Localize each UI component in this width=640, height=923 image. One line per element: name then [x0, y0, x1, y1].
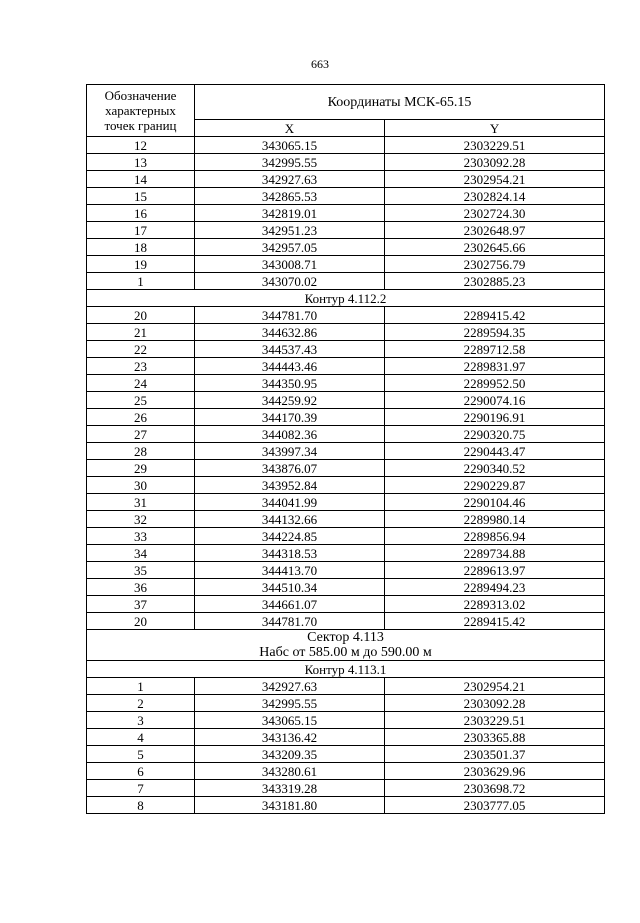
- point-number-cell: 36: [87, 579, 195, 596]
- table-row: [87, 341, 605, 358]
- x-coordinate-cell: 343997.34: [195, 443, 385, 460]
- y-coordinate-cell: 2303229.51: [385, 137, 605, 154]
- point-number-cell: 20: [87, 613, 195, 630]
- y-coordinate-cell: 2290074.16: [385, 392, 605, 409]
- table-row: [87, 596, 605, 613]
- x-coordinate-cell: 344413.70: [195, 562, 385, 579]
- y-coordinate-cell: 2303092.28: [385, 695, 605, 712]
- table-row: [87, 797, 605, 814]
- table-row: [87, 613, 605, 630]
- y-coordinate-cell: 2303229.51: [385, 712, 605, 729]
- table-row: [87, 712, 605, 729]
- x-coordinate-cell: 342927.63: [195, 171, 385, 188]
- y-coordinate-cell: 2289980.14: [385, 511, 605, 528]
- point-designation-header: [87, 85, 195, 137]
- table-row: [87, 307, 605, 324]
- y-coordinate-cell: 2290443.47: [385, 443, 605, 460]
- point-number-cell: 8: [87, 797, 195, 814]
- y-coordinate-cell: 2303629.96: [385, 763, 605, 780]
- point-number-cell: 24: [87, 375, 195, 392]
- table-row: [87, 528, 605, 545]
- x-coordinate-cell: 343008.71: [195, 256, 385, 273]
- table-row: [87, 426, 605, 443]
- table-row: [87, 273, 605, 290]
- y-coordinate-cell: 2289856.94: [385, 528, 605, 545]
- coordinates-header: Координаты МСК-65.15: [195, 85, 605, 120]
- y-coordinate-cell: 2290196.91: [385, 409, 605, 426]
- point-number-cell: 32: [87, 511, 195, 528]
- table-row: [87, 358, 605, 375]
- x-coordinate-cell: 344632.86: [195, 324, 385, 341]
- point-number-cell: 33: [87, 528, 195, 545]
- y-coordinate-cell: 2302648.97: [385, 222, 605, 239]
- x-coordinate-cell: 344350.95: [195, 375, 385, 392]
- sector-heading: [87, 630, 605, 661]
- y-coordinate-cell: 2290340.52: [385, 460, 605, 477]
- point-number-cell: 1: [87, 273, 195, 290]
- contour-heading: Контур 4.113.1: [87, 661, 605, 678]
- table-row: [87, 409, 605, 426]
- table-row: [87, 729, 605, 746]
- table-row: [87, 562, 605, 579]
- point-number-cell: 15: [87, 188, 195, 205]
- table-row: [87, 460, 605, 477]
- x-coordinate-cell: 342995.55: [195, 154, 385, 171]
- x-coordinate-cell: 342951.23: [195, 222, 385, 239]
- coordinates-table: [86, 84, 605, 814]
- table-row: [87, 256, 605, 273]
- table-row: [87, 746, 605, 763]
- x-axis-header: X: [195, 120, 385, 137]
- point-number-cell: 17: [87, 222, 195, 239]
- x-coordinate-cell: 343319.28: [195, 780, 385, 797]
- y-coordinate-cell: 2289734.88: [385, 545, 605, 562]
- point-number-cell: 5: [87, 746, 195, 763]
- y-coordinate-cell: 2289494.23: [385, 579, 605, 596]
- x-coordinate-cell: 343070.02: [195, 273, 385, 290]
- table-row: [87, 579, 605, 596]
- table-row: [87, 678, 605, 695]
- table-row: [87, 188, 605, 205]
- point-number-cell: 27: [87, 426, 195, 443]
- point-number-cell: 16: [87, 205, 195, 222]
- table-row: [87, 171, 605, 188]
- y-coordinate-cell: 2290229.87: [385, 477, 605, 494]
- x-coordinate-cell: 344510.34: [195, 579, 385, 596]
- point-number-cell: 7: [87, 780, 195, 797]
- point-number-cell: 22: [87, 341, 195, 358]
- y-coordinate-cell: 2302645.66: [385, 239, 605, 256]
- point-number-cell: 13: [87, 154, 195, 171]
- x-coordinate-cell: 343136.42: [195, 729, 385, 746]
- x-coordinate-cell: 343065.15: [195, 137, 385, 154]
- x-coordinate-cell: 344537.43: [195, 341, 385, 358]
- point-number-cell: 34: [87, 545, 195, 562]
- x-coordinate-cell: 344661.07: [195, 596, 385, 613]
- table-row: [87, 222, 605, 239]
- y-coordinate-cell: 2302724.30: [385, 205, 605, 222]
- y-coordinate-cell: 2289415.42: [385, 613, 605, 630]
- y-coordinate-cell: 2290104.46: [385, 494, 605, 511]
- table-row: [87, 511, 605, 528]
- point-number-cell: 4: [87, 729, 195, 746]
- y-axis-header: Y: [385, 120, 605, 137]
- x-coordinate-cell: 342995.55: [195, 695, 385, 712]
- y-coordinate-cell: 2303777.05: [385, 797, 605, 814]
- point-number-cell: 18: [87, 239, 195, 256]
- x-coordinate-cell: 344259.92: [195, 392, 385, 409]
- table-row: [87, 392, 605, 409]
- x-coordinate-cell: 343065.15: [195, 712, 385, 729]
- table-row: [87, 205, 605, 222]
- point-number-cell: 26: [87, 409, 195, 426]
- table-row: [87, 324, 605, 341]
- point-number-cell: 29: [87, 460, 195, 477]
- point-number-cell: 20: [87, 307, 195, 324]
- point-number-cell: 35: [87, 562, 195, 579]
- y-coordinate-cell: 2289415.42: [385, 307, 605, 324]
- table-row: [87, 239, 605, 256]
- table-row: [87, 545, 605, 562]
- x-coordinate-cell: 343952.84: [195, 477, 385, 494]
- y-coordinate-cell: 2289613.97: [385, 562, 605, 579]
- page-number: 663: [311, 57, 329, 71]
- x-coordinate-cell: 344781.70: [195, 613, 385, 630]
- x-coordinate-cell: 344781.70: [195, 307, 385, 324]
- y-coordinate-cell: 2302756.79: [385, 256, 605, 273]
- y-coordinate-cell: 2303698.72: [385, 780, 605, 797]
- x-coordinate-cell: 344132.66: [195, 511, 385, 528]
- y-coordinate-cell: 2289831.97: [385, 358, 605, 375]
- point-number-cell: 25: [87, 392, 195, 409]
- sector-heading-line: Сектор 4.113: [307, 630, 384, 645]
- table-row: [87, 477, 605, 494]
- x-coordinate-cell: 343181.80: [195, 797, 385, 814]
- table-row: [87, 494, 605, 511]
- point-number-cell: 6: [87, 763, 195, 780]
- point-number-cell: 28: [87, 443, 195, 460]
- table-row: [87, 375, 605, 392]
- table-row: [87, 443, 605, 460]
- x-coordinate-cell: 342819.01: [195, 205, 385, 222]
- header-line: Обозначение: [104, 88, 177, 103]
- header-line: характерных: [105, 103, 176, 118]
- point-number-cell: 37: [87, 596, 195, 613]
- contour-heading: Контур 4.112.2: [87, 290, 605, 307]
- point-number-cell: 23: [87, 358, 195, 375]
- y-coordinate-cell: 2303365.88: [385, 729, 605, 746]
- point-number-cell: 2: [87, 695, 195, 712]
- x-coordinate-cell: 344041.99: [195, 494, 385, 511]
- y-coordinate-cell: 2302954.21: [385, 171, 605, 188]
- point-number-cell: 19: [87, 256, 195, 273]
- x-coordinate-cell: 343209.35: [195, 746, 385, 763]
- x-coordinate-cell: 344082.36: [195, 426, 385, 443]
- header-row: [87, 85, 605, 120]
- y-coordinate-cell: 2289594.35: [385, 324, 605, 341]
- contour-heading-row: [87, 290, 605, 307]
- table-row: [87, 154, 605, 171]
- x-coordinate-cell: 344170.39: [195, 409, 385, 426]
- point-number-cell: 3: [87, 712, 195, 729]
- header-line: точек границ: [104, 118, 177, 133]
- y-coordinate-cell: 2290320.75: [385, 426, 605, 443]
- point-number-cell: 30: [87, 477, 195, 494]
- x-coordinate-cell: 342957.05: [195, 239, 385, 256]
- y-coordinate-cell: 2289313.02: [385, 596, 605, 613]
- table-row: [87, 780, 605, 797]
- y-coordinate-cell: 2289952.50: [385, 375, 605, 392]
- x-coordinate-cell: 344318.53: [195, 545, 385, 562]
- table-row: [87, 137, 605, 154]
- contour-heading-row: [87, 661, 605, 678]
- table-row: [87, 695, 605, 712]
- point-number-cell: 14: [87, 171, 195, 188]
- x-coordinate-cell: 342927.63: [195, 678, 385, 695]
- point-number-cell: 12: [87, 137, 195, 154]
- y-coordinate-cell: 2302824.14: [385, 188, 605, 205]
- y-coordinate-cell: 2302954.21: [385, 678, 605, 695]
- sector-heading-line: Набс от 585.00 м до 590.00 м: [259, 645, 432, 660]
- y-coordinate-cell: 2303092.28: [385, 154, 605, 171]
- table-row: [87, 763, 605, 780]
- sector-heading-row: [87, 630, 605, 661]
- y-coordinate-cell: 2289712.58: [385, 341, 605, 358]
- x-coordinate-cell: 343280.61: [195, 763, 385, 780]
- point-number-cell: 31: [87, 494, 195, 511]
- x-coordinate-cell: 344224.85: [195, 528, 385, 545]
- x-coordinate-cell: 342865.53: [195, 188, 385, 205]
- x-coordinate-cell: 344443.46: [195, 358, 385, 375]
- x-coordinate-cell: 343876.07: [195, 460, 385, 477]
- y-coordinate-cell: 2302885.23: [385, 273, 605, 290]
- point-number-cell: 21: [87, 324, 195, 341]
- y-coordinate-cell: 2303501.37: [385, 746, 605, 763]
- point-number-cell: 1: [87, 678, 195, 695]
